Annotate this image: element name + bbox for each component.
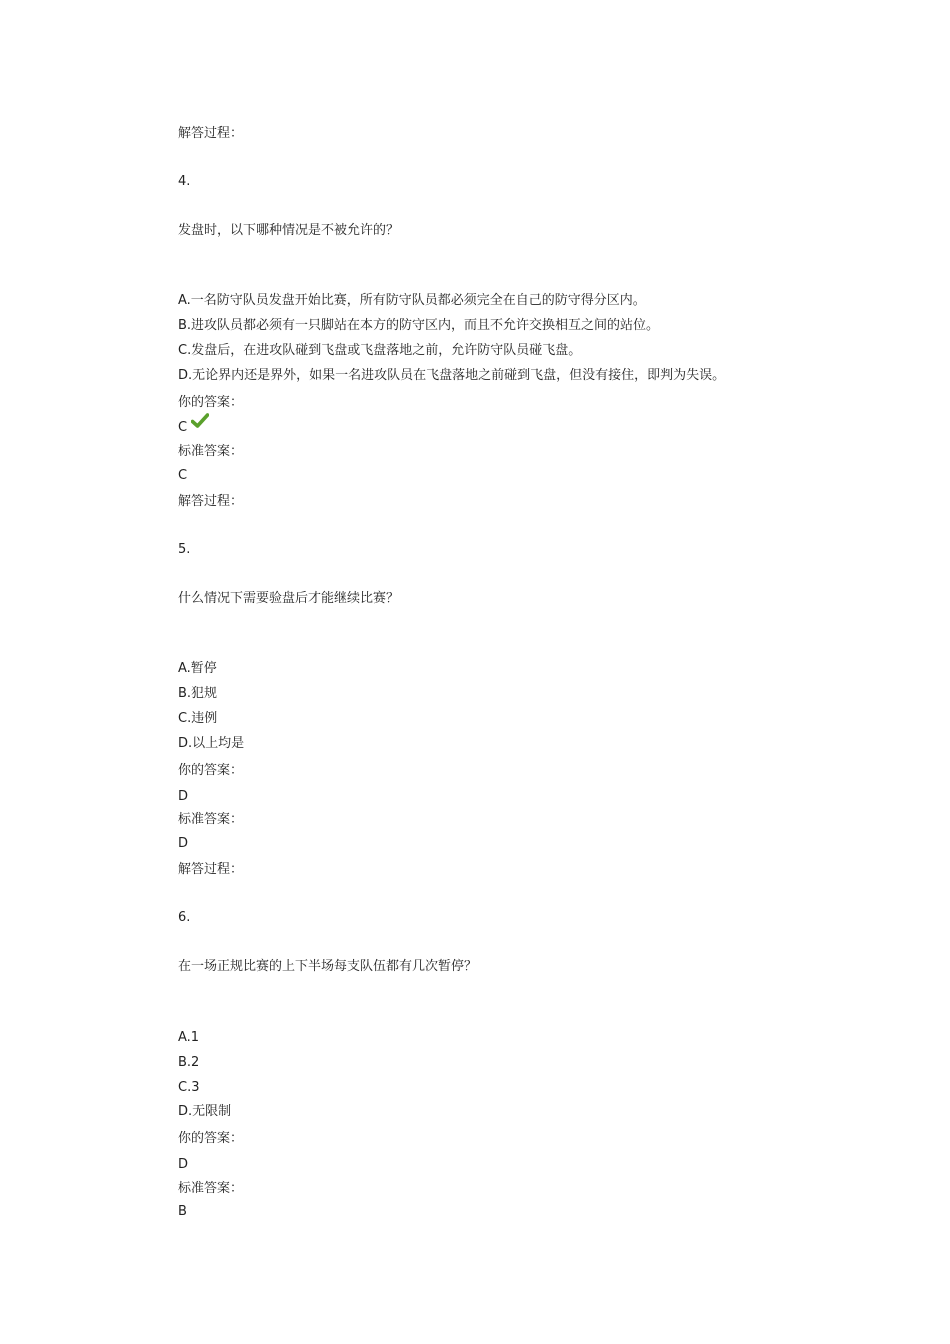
your-answer-label: 你的答案： [178,763,244,778]
check-mark-icon [191,413,209,433]
standard-answer: C [178,468,188,483]
option-c: C.3 [178,1080,200,1095]
question-number: 6. [178,910,191,925]
your-answer: D [178,789,189,804]
question-number: 5. [178,542,191,557]
your-answer [178,420,209,436]
your-answer-label: 你的答案： [178,1131,244,1146]
question-number: 4. [178,174,191,189]
standard-answer-label: 标准答案： [178,444,244,459]
option-b: B.进攻队员都必须有一只脚站在本方的防守区内，而且不允许交换相互之间的站位。 [178,318,660,333]
question-text: 发盘时，以下哪种情况是不被允许的？ [178,223,400,238]
option-a: A.一名防守队员发盘开始比赛，所有防守队员都必须完全在自己的防守得分区内。 [178,293,646,308]
your-answer: D [178,1157,189,1172]
option-b: B.2 [178,1055,200,1070]
standard-answer: D [178,836,189,851]
process-label: 解答过程： [178,862,244,877]
process-label: 解答过程： [178,494,244,509]
your-answer-value: C [178,420,188,435]
option-a: A.1 [178,1030,200,1045]
option-c: C.违例 [178,711,218,726]
standard-answer-label: 标准答案： [178,812,244,827]
question-text: 在一场正规比赛的上下半场每支队伍都有几次暂停？ [178,959,478,974]
option-c: C.发盘后，在进攻队碰到飞盘或飞盘落地之前，允许防守队员碰飞盘。 [178,343,582,358]
option-a: A.暂停 [178,661,217,676]
question-text: 什么情况下需要验盘后才能继续比赛？ [178,591,400,606]
process-label: 解答过程： [178,126,244,141]
your-answer-label: 你的答案： [178,395,244,410]
option-d: D.以上均是 [178,736,245,751]
option-d: D.无限制 [178,1104,232,1119]
option-b: B.犯规 [178,686,218,701]
option-d: D.无论界内还是界外，如果一名进攻队员在飞盘落地之前碰到飞盘，但没有接住，即判为失误。 [178,368,726,383]
standard-answer-label: 标准答案： [178,1181,244,1196]
standard-answer: B [178,1204,187,1219]
